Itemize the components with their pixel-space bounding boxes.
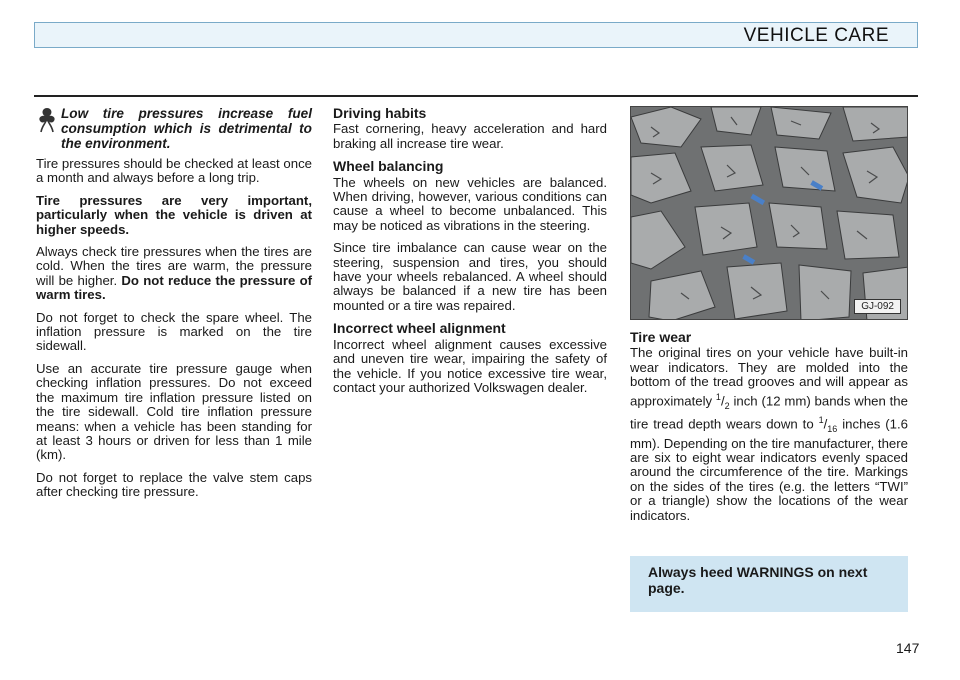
page-title: VEHICLE CARE — [743, 25, 889, 46]
column-middle — [333, 106, 607, 403]
paragraph: Use an accurate tire pressure gauge when checking inflation pressures. Do not exceed the maximum tire inflation pressure listed on the tire sidewall. Cold tire inflation pressure means: when a vehicle has been standing for at least 3 hours or driven for less than 1 mile (km). — [36, 360, 312, 463]
paragraph: Tire pressures should be checked at least once a month and always before a long trip. — [36, 156, 312, 186]
tire-tread-illustration — [631, 107, 908, 320]
heading-tire-wear: Tire wear — [630, 329, 692, 345]
environment-icon — [36, 106, 58, 134]
environment-note — [36, 106, 312, 151]
fraction-denominator: 2 — [724, 400, 730, 411]
paragraph-text: inches (1.6 mm). Depending on the tire manufacturer, there are six to eight wear indicators evenly spaced around the circumference of the tire. Markings on the sides of the tires (e.g. the letters “TWI” or a triangle) show the locations of the wear indicators. — [630, 416, 908, 523]
fraction-numerator: 1 — [818, 415, 824, 426]
column-left — [36, 106, 312, 508]
section-divider — [34, 95, 918, 97]
paragraph: Fast cornering, heavy acceleration and hard braking all increase tire wear. — [333, 121, 607, 151]
paragraph — [36, 245, 312, 303]
paragraph: The original tires on your vehicle have built-in wear indicators. They are molded into the bottom of the tread grooves and will appear as approximately $^1/_2$ inch (12 mm) bands when the tire tread depth wears down to $^1/_{16}$ inches (1.6 mm). Depending on the tire manufacturer, there are six to eight wear indicators evenly spaced around the circumference of the tire. Markings on the sides of the tires (e.g. the letters “TWI” or a triangle) show the locations of the wear indicators. — [630, 345, 908, 523]
paragraph: Do not forget to check the spare wheel. The inflation pressure is marked on the tire sidewall. — [36, 309, 312, 354]
heading-wheel-alignment: Incorrect wheel alignment — [333, 320, 506, 337]
warning-callout — [630, 556, 908, 612]
paragraph-text: inch (12 mm) bands when the tire tread depth wears down to — [630, 393, 908, 432]
page-number: 147 — [896, 640, 920, 656]
paragraph: Since tire imbalance can cause wear on the steering, suspension and tires, you should have your wheels rebalanced. A wheel should always be balanced if a new tire has been mounted or a tire was repaired. — [333, 240, 607, 313]
paragraph: The wheels on new vehicles are balanced. When driving, however, various conditions can cause a wheel to become unbalanced. This may be noticed as vibrations in the steering. — [333, 174, 607, 233]
environment-note-text: Low tire pressures increase fuel consumption which is detrimental to the environment. — [61, 106, 312, 151]
fraction-denominator: 16 — [827, 424, 838, 435]
tire-tread-photo — [630, 106, 908, 320]
tire-wear-section — [630, 330, 908, 523]
paragraph-text: Always check tire pressures when the tires are cold. When the tires are warm, the pressure will be higher. — [36, 244, 312, 288]
figure-id-label: GJ-092 — [854, 299, 901, 314]
heading-driving-habits: Driving habits — [333, 105, 427, 121]
warning-text: Always heed WARNINGS on next page. — [648, 564, 868, 596]
paragraph-text: The original tires on your vehicle have built-in wear indicators. They are molded into the bottom of the tread grooves and will appear as approximately — [630, 345, 908, 409]
header-bar — [34, 22, 918, 48]
paragraph: Incorrect wheel alignment causes excessive and uneven tire wear, impairing the safety of the vehicle. If you notice excessive tire wear, contact your authorized Volkswagen dealer. — [333, 336, 607, 395]
paragraph-bold: Tire pressures are very important, particularly when the vehicle is driven at higher speeds. — [36, 192, 312, 237]
fraction-numerator: 1 — [715, 391, 721, 402]
paragraph: Do not forget to replace the valve stem caps after checking tire pressure. — [36, 469, 312, 500]
paragraph-bold-inline: Do not reduce the pressure of warm tires. — [36, 272, 313, 303]
heading-wheel-balancing: Wheel balancing — [333, 158, 444, 175]
